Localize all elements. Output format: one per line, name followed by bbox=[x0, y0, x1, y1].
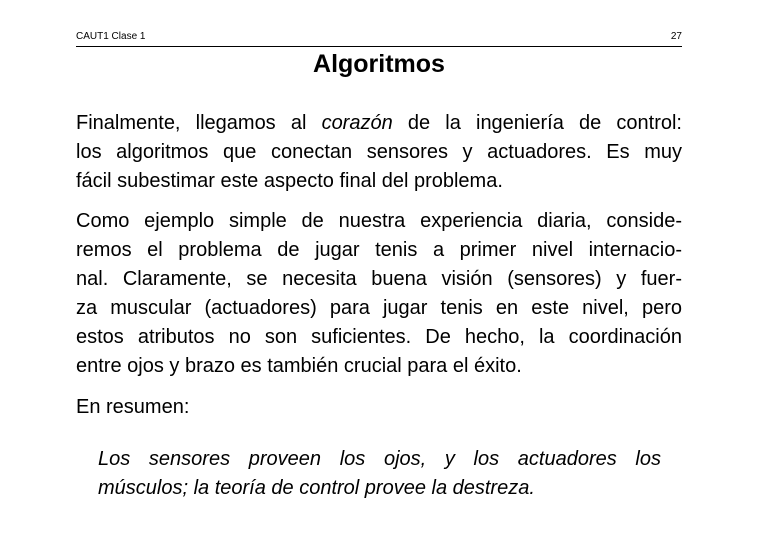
paragraph-example-line-4: za muscular (actuadores) para jugar tenis en este nivel, pero bbox=[76, 297, 682, 319]
summary-quote-line-1: Los sensores proveen los ojos, y los actuadores los bbox=[98, 448, 661, 470]
paragraph-example-line-6: entre ojos y brazo es también crucial para el éxito. bbox=[76, 355, 522, 377]
paragraph-intro-line-1 bbox=[76, 109, 682, 138]
paragraph-example bbox=[76, 207, 682, 381]
paragraph-summary-lead: En resumen: bbox=[76, 396, 190, 418]
paragraph-example-line-2: remos el problema de jugar tenis a primer nivel internacio- bbox=[76, 239, 682, 261]
text-run: de la ingeniería de control: bbox=[392, 112, 682, 134]
paragraph-example-line-1: Como ejemplo simple de nuestra experiencia diaria, conside- bbox=[76, 210, 682, 232]
course-label: CAUT1 Clase 1 bbox=[76, 31, 146, 42]
paragraph-example-line-5: estos atributos no son suficientes. De hecho, la coordinación bbox=[76, 326, 682, 348]
paragraph-intro-line-3: fácil subestimar este aspecto final del problema. bbox=[76, 170, 503, 192]
text-run: Finalmente, llegamos al bbox=[76, 112, 322, 134]
summary-quote-line-2: músculos; la teoría de control provee la destreza. bbox=[98, 477, 535, 499]
summary-quote bbox=[98, 445, 661, 503]
paragraph-intro bbox=[76, 109, 682, 196]
page-number: 27 bbox=[670, 31, 682, 42]
emphasis-text: corazón bbox=[321, 112, 393, 134]
paragraph-intro-line-2: los algoritmos que conectan sensores y actuadores. Es muy bbox=[76, 141, 682, 163]
slide-header bbox=[76, 30, 682, 47]
paragraph-example-line-3: nal. Claramente, se necesita buena visión (sensores) y fuer- bbox=[76, 268, 682, 290]
slide-title: Algoritmos bbox=[313, 50, 445, 78]
